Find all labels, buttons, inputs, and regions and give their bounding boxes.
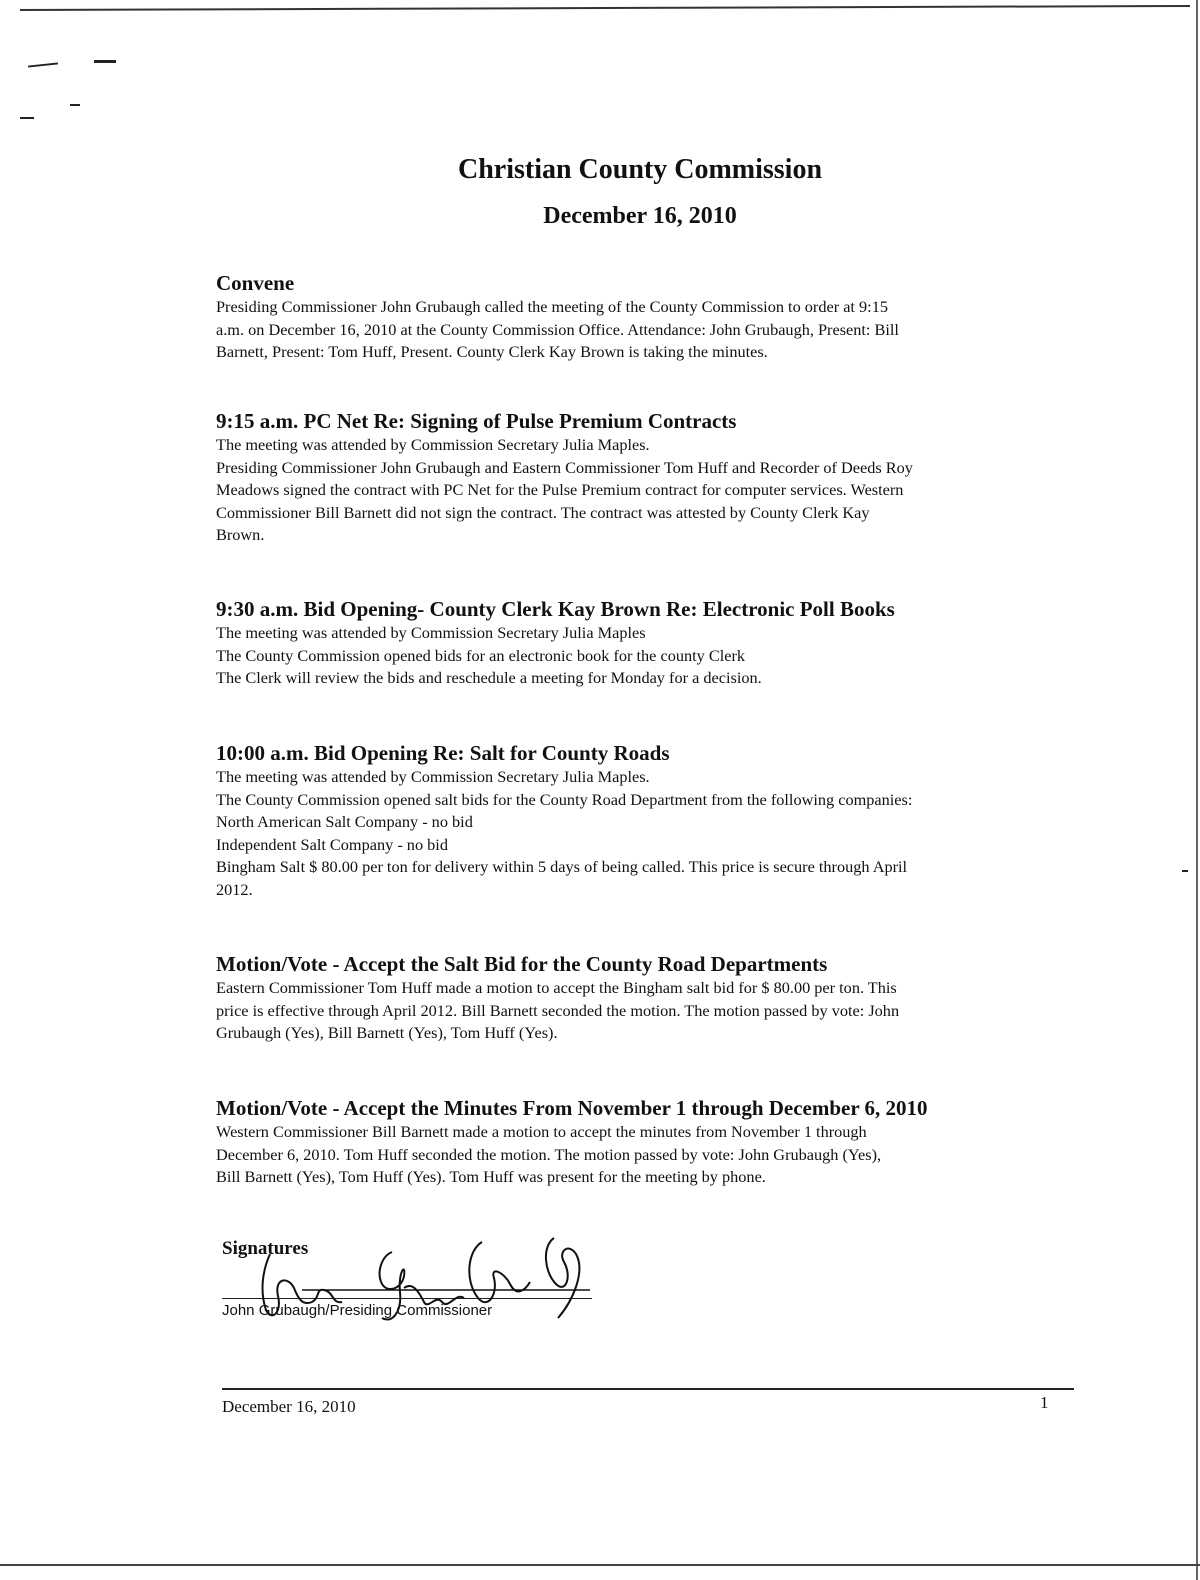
section-heading: 9:15 a.m. PC Net Re: Signing of Pulse Premium Contracts xyxy=(216,409,737,433)
handwritten-signature xyxy=(242,1232,602,1332)
section-heading: Convene xyxy=(216,271,295,295)
scan-speck xyxy=(28,62,58,67)
signatory-name: John Grubaugh/Presiding Commissioner xyxy=(222,1302,493,1319)
section-motion-salt xyxy=(216,952,1076,1045)
section-line: Eastern Commissioner Tom Huff made a motion to accept the Bingham salt bid for $ 80.00 per ton. This xyxy=(216,978,897,997)
section-line: December 6, 2010. Tom Huff seconded the motion. The motion passed by vote: John Grubaugh (Yes), xyxy=(216,1144,882,1164)
document-date: December 16, 2010 xyxy=(543,203,737,229)
section-line: The meeting was attended by Commission Secretary Julia Maples. xyxy=(216,435,650,454)
scan-edge-bottom xyxy=(0,1564,1200,1566)
section-line: Barnett, Present: Tom Huff, Present. County Clerk Kay Brown is taking the minutes. xyxy=(216,342,768,361)
footer-date: December 16, 2010 xyxy=(222,1397,356,1416)
section-line: The meeting was attended by Commission Secretary Julia Maples xyxy=(216,623,646,642)
section-line: Western Commissioner Bill Barnett made a motion to accept the minutes from November 1 through xyxy=(216,1122,867,1141)
section-convene xyxy=(216,271,1076,364)
section-line: North American Salt Company - no bid xyxy=(216,812,473,831)
section-line: Commissioner Bill Barnett did not sign the contract. The contract was attested by County Clerk Kay xyxy=(216,502,870,522)
section-heading: 9:30 a.m. Bid Opening- County Clerk Kay Brown Re: Electronic Poll Books xyxy=(216,597,895,621)
document-title: Christian County Commission xyxy=(457,154,823,185)
signatures-heading: Signatures xyxy=(222,1238,309,1259)
section-line: The County Commission opened bids for an electronic book for the county Clerk xyxy=(216,645,746,665)
section-line: Bingham Salt $ 80.00 per ton for delivery within 5 days of being called. This price is secure through April xyxy=(216,857,908,876)
scan-edge-top xyxy=(20,5,1190,11)
section-line: Grubaugh (Yes), Bill Barnett (Yes), Tom Huff (Yes). xyxy=(216,1023,558,1042)
section-line: The Clerk will review the bids and reschedule a meeting for Monday for a decision. xyxy=(216,668,762,687)
signature-block xyxy=(222,1238,622,1338)
section-line: Independent Salt Company - no bid xyxy=(216,834,448,854)
scan-speck xyxy=(94,60,116,63)
section-line: Bill Barnett (Yes), Tom Huff (Yes). Tom Huff was present for the meeting by phone. xyxy=(216,1167,766,1186)
section-line: a.m. on December 16, 2010 at the County Commission Office. Attendance: John Grubaugh, Present: Bill xyxy=(216,319,899,339)
scan-speck xyxy=(20,117,34,119)
section-salt-bid xyxy=(216,741,1076,901)
section-line: The meeting was attended by Commission Secretary Julia Maples. xyxy=(216,767,650,786)
footer-rule xyxy=(222,1388,1074,1390)
section-line: Presiding Commissioner John Grubaugh and Eastern Commissioner Tom Huff and Recorder of Deeds Roy xyxy=(216,457,913,477)
section-line: Meadows signed the contract with PC Net for the Pulse Premium contract for computer services. Western xyxy=(216,480,904,499)
section-heading: 10:00 a.m. Bid Opening Re: Salt for County Roads xyxy=(216,741,670,765)
section-pc-net xyxy=(216,409,1076,547)
section-line: price is effective through April 2012. Bill Barnett seconded the motion. The motion passed by vote: John xyxy=(216,1000,900,1020)
section-heading: Motion/Vote - Accept the Salt Bid for the County Road Departments xyxy=(216,952,828,976)
section-poll-books xyxy=(216,597,1076,690)
scan-edge-right xyxy=(1196,0,1198,1580)
section-heading: Motion/Vote - Accept the Minutes From November 1 through December 6, 2010 xyxy=(216,1096,928,1120)
scan-speck xyxy=(1182,870,1188,872)
section-line: The County Commission opened salt bids for the County Road Department from the following companies: xyxy=(216,789,913,809)
section-line: 2012. xyxy=(216,879,253,899)
page-number: 1 xyxy=(1040,1393,1049,1412)
section-line: Brown. xyxy=(216,525,265,544)
scan-speck xyxy=(70,104,80,106)
section-line: Presiding Commissioner John Grubaugh called the meeting of the County Commission to order at 9:15 xyxy=(216,297,888,316)
section-motion-minutes xyxy=(216,1096,1076,1189)
